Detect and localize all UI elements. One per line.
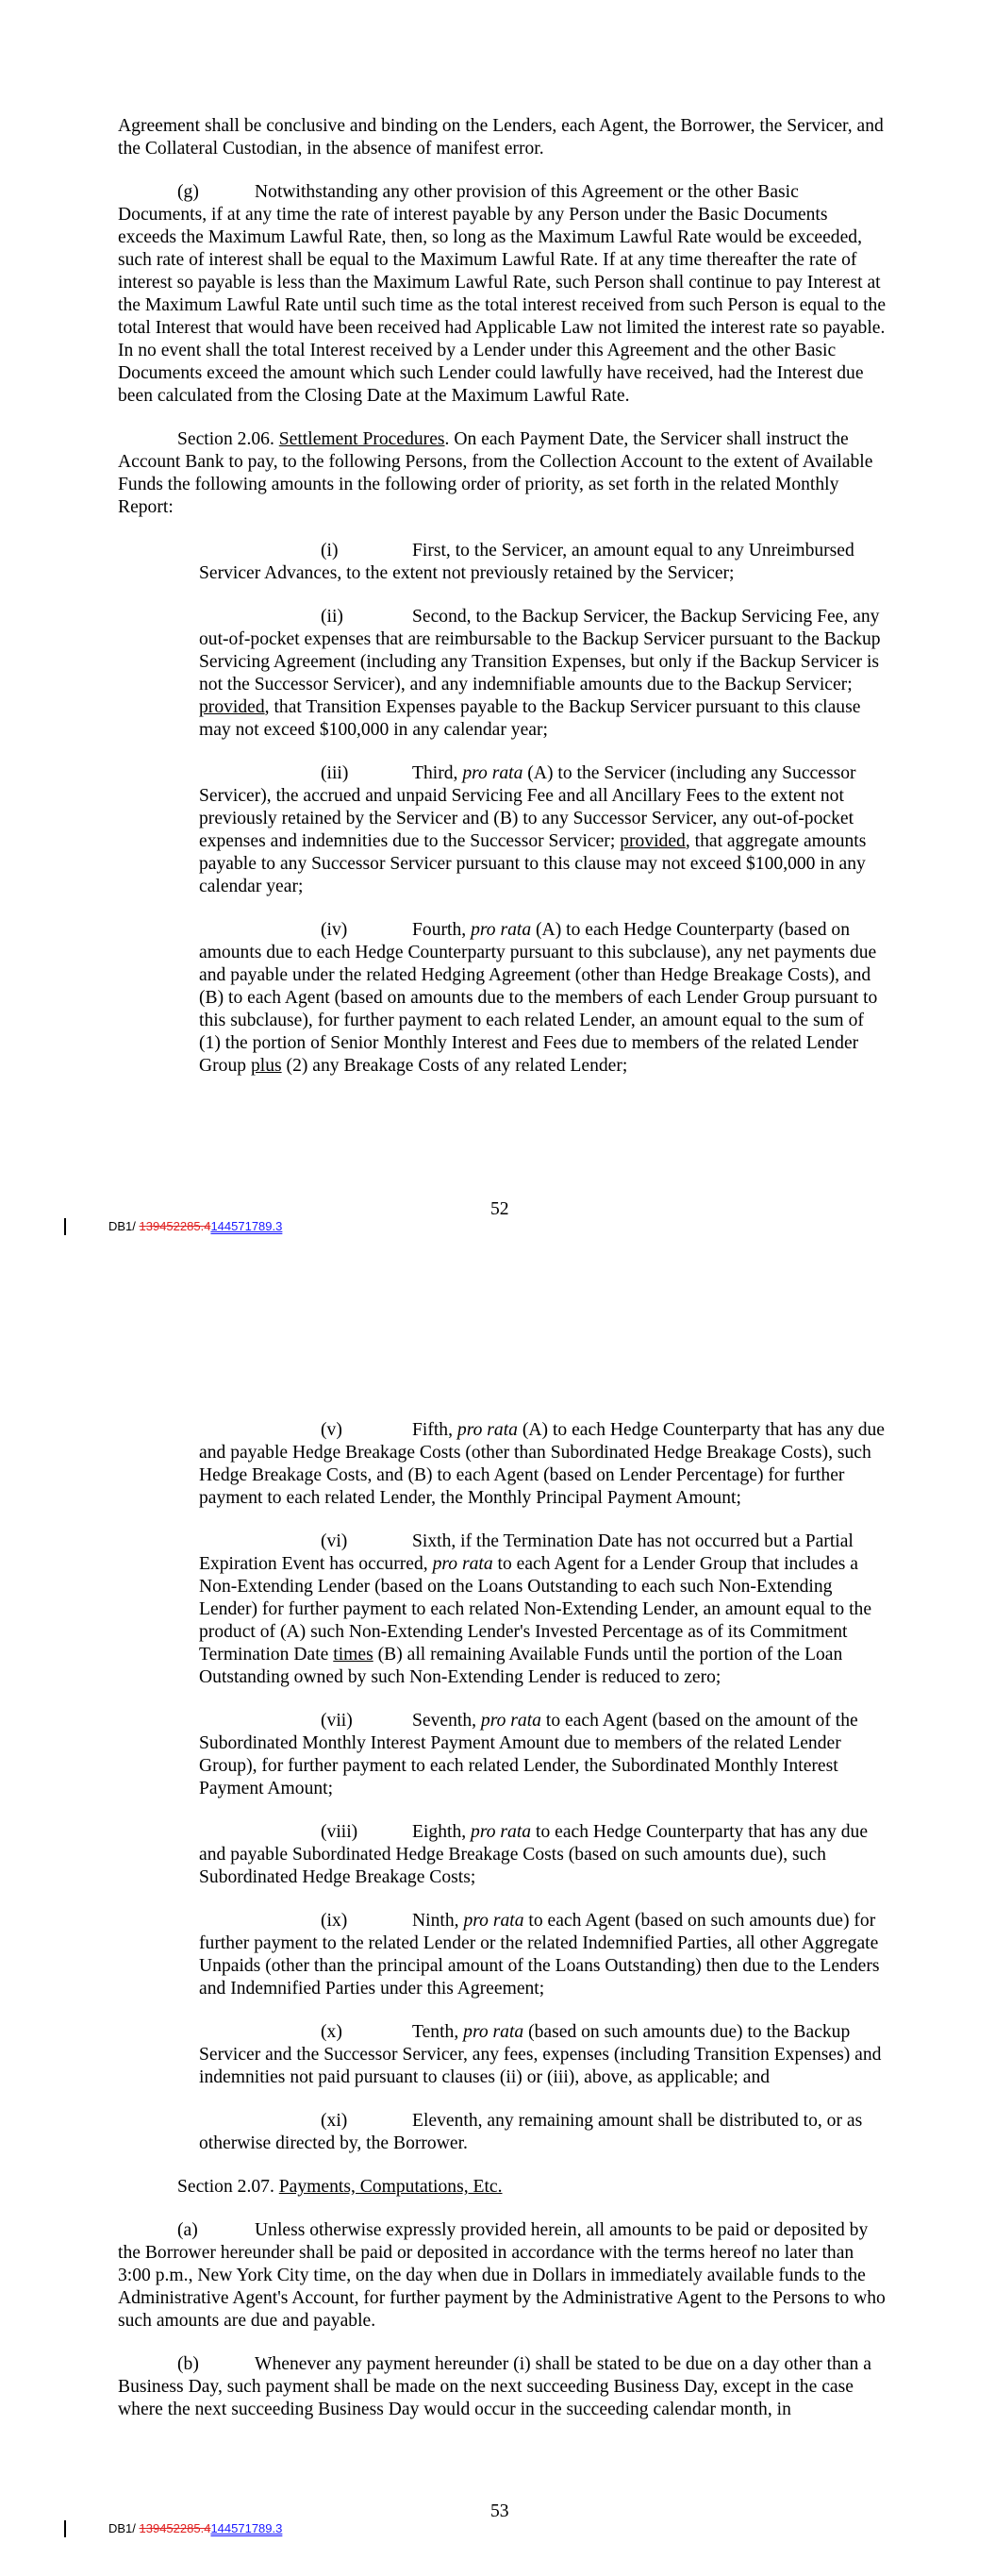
text-run: (A) to the Servicer (including any Successor Servicer), the accrued and unpaid Servicing Fee and all Ancillary Fees to the extent not previously retained by the Servicer and (B) to any Successor Servicer, any out-of-pocket expenses and indemnities due to the Successor Servicer; <box>199 763 856 851</box>
text-run: Second, to the Backup Servicer, the Backup Servicing Fee, any out-of-pocket expenses that are reimbursable to the Backup Servicer pursuant to the Backup Servicing Agreement (including any Transition Expenses, but only if the Backup Servicer is not the Successor Servicer), and any indemnifiable amounts due to the Backup Servicer; <box>199 607 881 694</box>
text-run: Tenth, <box>412 2022 464 2042</box>
clause-label: (g) <box>177 182 199 202</box>
paragraph <box>118 2353 889 2421</box>
underlined-text: Settlement Procedures <box>278 429 445 449</box>
section-heading-paragraph <box>118 428 889 519</box>
text-run: Agreement shall be conclusive and binding on the Lenders, each Agent, the Borrower, the Servicer, and the Collateral Custodian, in the absence of manifest error. <box>118 116 884 159</box>
list-clause <box>199 2110 887 2155</box>
text-run: Third, <box>412 763 463 783</box>
text-run: Notwithstanding any other provision of this Agreement or the other Basic Documents, if at any time the rate of interest payable by any Person under the Basic Documents exceeds the Maximum Lawful Rate, then, so long as the Maximum Lawful Rate would be exceeded, such rate of interest shall be equal to the Maximum Lawful Rate. If at any time thereafter the rate of interest so payable is less than the Maximum Lawful Rate, such Person shall continue to pay Interest at the Maximum Lawful Rate until such time as the total interest received from such Person is equal to the total Interest that would have been received had Applicable Law not limited the interest rate so payable. In no event shall the total Interest received by a Lender under this Agreement and the other Basic Documents exceed the amount which such Lender could lawfully have received, had the Interest due been calculated from the Closing Date at the Maximum Lawful Rate. <box>118 182 887 406</box>
text-run: , that aggregate amounts payable to any Successor Servicer pursuant to this clause may not exceed $100,000 in any calendar year; <box>199 831 867 896</box>
text-run: Sixth, if the Termination Date has not occurred but a Partial Expiration Event has occurred, <box>199 1531 854 1574</box>
text-run: Eighth, <box>412 1822 472 1842</box>
deleted-doc-id: 139452285.4 <box>139 2521 211 2535</box>
page <box>0 1419 995 2576</box>
text-run: . On each Payment Date, the Servicer shall instruct the Account Bank to pay, to the following Persons, from the Collection Account to the extent of Available Funds the following amounts in the following order of priority, as set forth in the related Monthly Report: <box>118 429 873 517</box>
underlined-text: provided <box>199 697 265 717</box>
list-clause <box>199 1710 887 1800</box>
italic-text: pro rata <box>480 1711 541 1731</box>
text-run: Eleventh, any remaining amount shall be distributed to, or as otherwise directed by, the Borrower. <box>199 2111 863 2153</box>
clause-label: (viii) <box>321 1822 358 1842</box>
document-id-footer <box>108 2521 282 2536</box>
text-run: (B) all remaining Available Funds until the portion of the Loan Outstanding owned by such Non-Extending Lender is reduced to zero; <box>199 1645 843 1687</box>
page-footer <box>0 2501 995 2542</box>
footer-prefix: DB1/ <box>108 2521 140 2535</box>
clause-label: (ix) <box>321 1911 348 1931</box>
text-run: to each Hedge Counterparty that has any due and payable Subordinated Hedge Breakage Costs (based on such amounts due), such Subordinated Hedge Breakage Costs; <box>199 1822 869 1887</box>
text-run: Section 2.06. <box>177 429 279 449</box>
text-run: , that Transition Expenses payable to the Backup Servicer pursuant to this clause may not exceed $100,000 in any calendar year; <box>199 697 861 740</box>
clause-label: (x) <box>321 2022 342 2042</box>
page-footer <box>0 1198 995 1240</box>
text-run: to each Agent (based on the amount of the Subordinated Monthly Interest Payment Amount due to members of the related Lender Group), for further payment to each related Lender, the Subordinated Monthly Interest Payment Amount; <box>199 1711 858 1798</box>
clause-label: (a) <box>177 2220 198 2240</box>
list-clause <box>199 1419 887 1510</box>
list-clause <box>199 762 887 898</box>
clause-label: (vii) <box>321 1711 353 1731</box>
text-run: to each Agent (based on such amounts due) for further payment to the related Lender or the related Indemnified Parties, all other Aggregate Unpaids (other than the principal amount of the Loans Outstanding) then due to the Lenders and Indemnified Parties under this Agreement; <box>199 1911 880 1999</box>
italic-text: pro rata <box>471 920 532 940</box>
paragraph <box>118 181 889 408</box>
clause-label: (v) <box>321 1420 342 1440</box>
list-clause <box>199 1910 887 2000</box>
section-heading-paragraph <box>118 2176 889 2199</box>
text-run: Ninth, <box>412 1911 464 1931</box>
italic-text: pro rata <box>456 1420 518 1440</box>
text-run: Whenever any payment hereunder (i) shall be stated to be due on a day other than a Business Day, such payment shall be made on the next succeeding Business Day, except in the case where the next succeeding Business Day would occur in the succeeding calendar month, in <box>118 2354 871 2419</box>
list-clause <box>199 919 887 1078</box>
clause-label: (iii) <box>321 763 349 783</box>
page-content <box>0 115 995 1078</box>
deleted-doc-id: 139452285.4 <box>139 1219 211 1233</box>
inserted-doc-id: 144571789.3 <box>210 1219 283 1233</box>
text-run: Section 2.07. <box>177 2177 279 2197</box>
paragraph <box>118 115 889 160</box>
text-run: Fourth, <box>412 920 472 940</box>
list-clause <box>199 540 887 585</box>
italic-text: pro rata <box>462 763 523 783</box>
text-run: Fifth, <box>412 1420 457 1440</box>
clause-label: (i) <box>321 541 339 560</box>
underlined-text: plus <box>250 1056 282 1076</box>
text-run: Unless otherwise expressly provided herein, all amounts to be paid or deposited by the Borrower hereunder shall be paid or deposited in accordance with the terms hereof no later than 3:00 p.m., New York City time, on the day when due in Dollars in immediately available funds to the Administrative Agent's Account, for further payment by the Administrative Agent to the Persons to who such amounts are due and payable. <box>118 2220 886 2331</box>
text-run: Seventh, <box>412 1711 481 1731</box>
underlined-text: times <box>333 1645 373 1664</box>
footer-prefix: DB1/ <box>108 1219 140 1233</box>
italic-text: pro rata <box>432 1554 493 1574</box>
page-number: 52 <box>490 1199 509 1219</box>
underlined-text: provided <box>620 831 686 851</box>
text-run: (2) any Breakage Costs of any related Lender; <box>281 1056 628 1076</box>
underlined-text: Payments, Computations, Etc. <box>278 2177 503 2197</box>
paragraph <box>118 2219 889 2333</box>
inserted-doc-id: 144571789.3 <box>210 2521 283 2535</box>
text-run: to each Agent for a Lender Group that includes a Non-Extending Lender (based on the Loans Outstanding to each such Non-Extending Lender) for further payment to each related Non-Extending Lender, an amount equal to the product of (A) such Non-Extending Lender's Invested Percentage as of its Commitment Termination Date <box>199 1554 872 1664</box>
page-number: 53 <box>490 2501 509 2521</box>
page-content <box>0 1419 995 2421</box>
list-clause <box>199 1531 887 1689</box>
clause-label: (b) <box>177 2354 199 2374</box>
text-run: First, to the Servicer, an amount equal to any Unreimbursed Servicer Advances, to the extent not previously retained by the Servicer; <box>199 541 854 583</box>
list-clause <box>199 606 887 742</box>
text-run: (A) to each Hedge Counterparty (based on amounts due to each Hedge Counterparty pursuant to this subclause), any net payments due and payable under the related Hedging Agreement (other than Hedge Breakage Costs), and (B) to each Agent (based on amounts due to the members of each Lender Group pursuant to this subclause), for further payment to each related Lender, an amount equal to the sum of (1) the portion of Senior Monthly Interest and Fees due to members of the related Lender Group <box>199 920 878 1076</box>
clause-label: (vi) <box>321 1531 348 1551</box>
clause-label: (xi) <box>321 2111 348 2131</box>
italic-text: pro rata <box>463 1911 524 1931</box>
list-clause <box>199 2021 887 2089</box>
italic-text: pro rata <box>463 2022 524 2042</box>
text-run: (A) to each Hedge Counterparty that has any due and payable Hedge Breakage Costs (other than Subordinated Hedge Breakage Costs), such Hedge Breakage Costs, and (B) to each Agent (based on Lender Percentage) for further payment to each related Lender, the Monthly Principal Payment Amount; <box>199 1420 885 1508</box>
document-id-footer <box>108 1219 282 1234</box>
clause-label: (ii) <box>321 607 343 627</box>
change-bar <box>64 1218 66 1235</box>
italic-text: pro rata <box>471 1822 532 1842</box>
text-run: (based on such amounts due) to the Backup Servicer and the Successor Servicer, any fees, expenses (including Transition Expenses) and indemnities not paid pursuant to clauses (ii) or (iii), above, as applicable; and <box>199 2022 882 2087</box>
change-bar <box>64 2520 66 2537</box>
list-clause <box>199 1821 887 1889</box>
clause-label: (iv) <box>321 920 348 940</box>
